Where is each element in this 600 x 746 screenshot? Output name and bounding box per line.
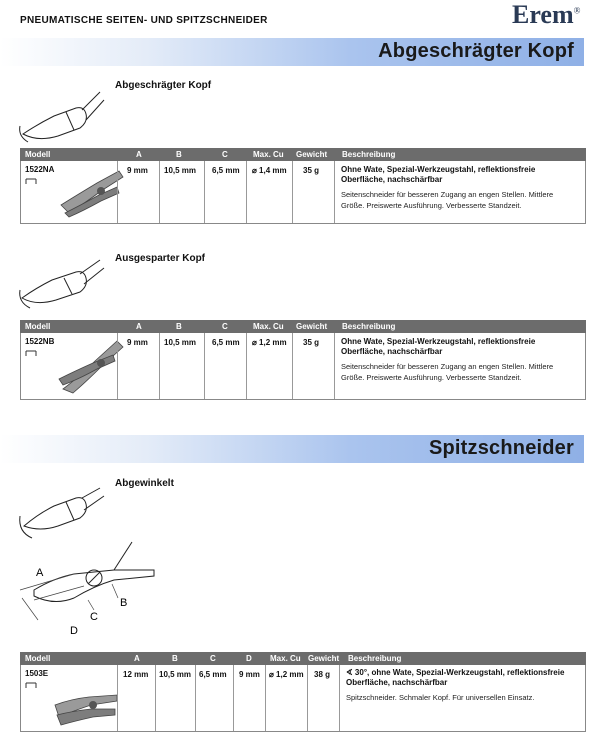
- col-header-max-cu: Max. Cu: [270, 654, 301, 663]
- value-c: 6,5 mm: [212, 338, 240, 347]
- value-c: 6,5 mm: [199, 670, 227, 679]
- dimension-label-a: A: [36, 567, 44, 579]
- col-header-weight: Gewicht: [308, 654, 340, 663]
- value-b: 10,5 mm: [164, 166, 197, 175]
- col-header-max-cu: Max. Cu: [253, 150, 284, 159]
- col-header-description: Beschreibung: [342, 322, 396, 331]
- section-banner: [0, 38, 584, 66]
- col-header-d: D: [246, 654, 252, 663]
- description-line-1: Seitenschneider für besseren Zugang an engen Stellen. Mittlere: [341, 362, 554, 371]
- description-bold-2: Oberfläche, nachschärfbar: [346, 678, 448, 687]
- col-header-model: Modell: [25, 654, 51, 663]
- col-header-a: A: [136, 150, 142, 159]
- registered-mark: ®: [573, 5, 581, 16]
- value-weight: 35 g: [303, 338, 320, 347]
- col-header-a: A: [136, 322, 142, 331]
- value-weight: 35 g: [303, 166, 320, 175]
- dimension-label-c: C: [90, 611, 98, 623]
- model-number: 1522NB: [25, 337, 55, 346]
- col-header-a: A: [134, 654, 140, 663]
- value-max-cu: ⌀ 1,4 mm: [252, 166, 287, 175]
- dimension-label-b: B: [120, 597, 128, 609]
- model-symbol-icon: [25, 681, 37, 689]
- value-max-cu: ⌀ 1,2 mm: [252, 338, 287, 347]
- page-heading: PNEUMATISCHE SEITEN- UND SPITZSCHNEIDER: [20, 15, 268, 26]
- value-d: 9 mm: [239, 670, 260, 679]
- cutter-photo: [51, 675, 121, 727]
- table-header: [20, 148, 586, 161]
- table-row: [20, 161, 586, 224]
- col-header-c: C: [222, 150, 228, 159]
- description-bold-1: Ohne Wate, Spezial-Werkzeugstahl, reflektionsfreie: [341, 165, 536, 174]
- col-header-weight: Gewicht: [296, 150, 328, 159]
- brand-logo: [512, 0, 580, 30]
- head-outline-drawing: [18, 258, 108, 318]
- description-line-2: Größe. Preiswerte Ausführung. Verbesserte Standzeit.: [341, 201, 522, 210]
- col-header-weight: Gewicht: [296, 322, 328, 331]
- col-header-b: B: [172, 654, 178, 663]
- col-header-b: B: [176, 150, 182, 159]
- col-header-c: C: [222, 322, 228, 331]
- value-max-cu: ⌀ 1,2 mm: [269, 670, 304, 679]
- dimension-diagram: [14, 540, 164, 640]
- description-line-1: Seitenschneider für besseren Zugang an engen Stellen. Mittlere: [341, 190, 554, 199]
- head-outline-drawing: [18, 86, 108, 146]
- table-header: [20, 320, 586, 333]
- col-header-b: B: [176, 322, 182, 331]
- description-bold-1: ∢ 30°, ohne Wate, Spezial-Werkzeugstahl, reflektionsfreie: [346, 668, 565, 677]
- col-header-description: Beschreibung: [342, 150, 396, 159]
- description-bold-2: Oberfläche, nachschärfbar: [341, 175, 443, 184]
- value-b: 10,5 mm: [164, 338, 197, 347]
- model-number: 1522NA: [25, 165, 55, 174]
- variant-title: Abgeschrägter Kopf: [115, 80, 212, 91]
- model-number: 1503E: [25, 669, 49, 678]
- table-row: [20, 665, 586, 732]
- description-bold-2: Oberfläche, nachschärfbar: [341, 347, 443, 356]
- col-header-model: Modell: [25, 322, 51, 331]
- head-outline-drawing: [18, 486, 108, 546]
- table-header: [20, 652, 586, 665]
- model-symbol-icon: [25, 349, 37, 357]
- value-c: 6,5 mm: [212, 166, 240, 175]
- logo-text: Erem: [512, 0, 574, 29]
- variant-title: Abgewinkelt: [115, 478, 174, 489]
- variant-title: Ausgesparter Kopf: [115, 253, 206, 264]
- section-title: Abgeschrägter Kopf: [378, 40, 574, 62]
- value-a: 9 mm: [127, 338, 148, 347]
- col-header-description: Beschreibung: [348, 654, 402, 663]
- description-line-2: Größe. Preiswerte Ausführung. Verbesserte Standzeit.: [341, 373, 522, 382]
- section-title: Spitzschneider: [428, 437, 574, 459]
- value-weight: 38 g: [314, 670, 331, 679]
- col-header-model: Modell: [25, 150, 51, 159]
- section-banner: [0, 435, 584, 463]
- description-line-1: Spitzschneider. Schmaler Kopf. Für universellen Einsatz.: [346, 693, 535, 702]
- table-row: [20, 333, 586, 400]
- value-b: 10,5 mm: [159, 670, 192, 679]
- model-symbol-icon: [25, 177, 37, 185]
- value-a: 12 mm: [123, 670, 149, 679]
- dimension-label-d: D: [70, 625, 78, 637]
- col-header-max-cu: Max. Cu: [253, 322, 284, 331]
- value-a: 9 mm: [127, 166, 148, 175]
- col-header-c: C: [210, 654, 216, 663]
- description-bold-1: Ohne Wate, Spezial-Werkzeugstahl, reflektionsfreie: [341, 337, 536, 346]
